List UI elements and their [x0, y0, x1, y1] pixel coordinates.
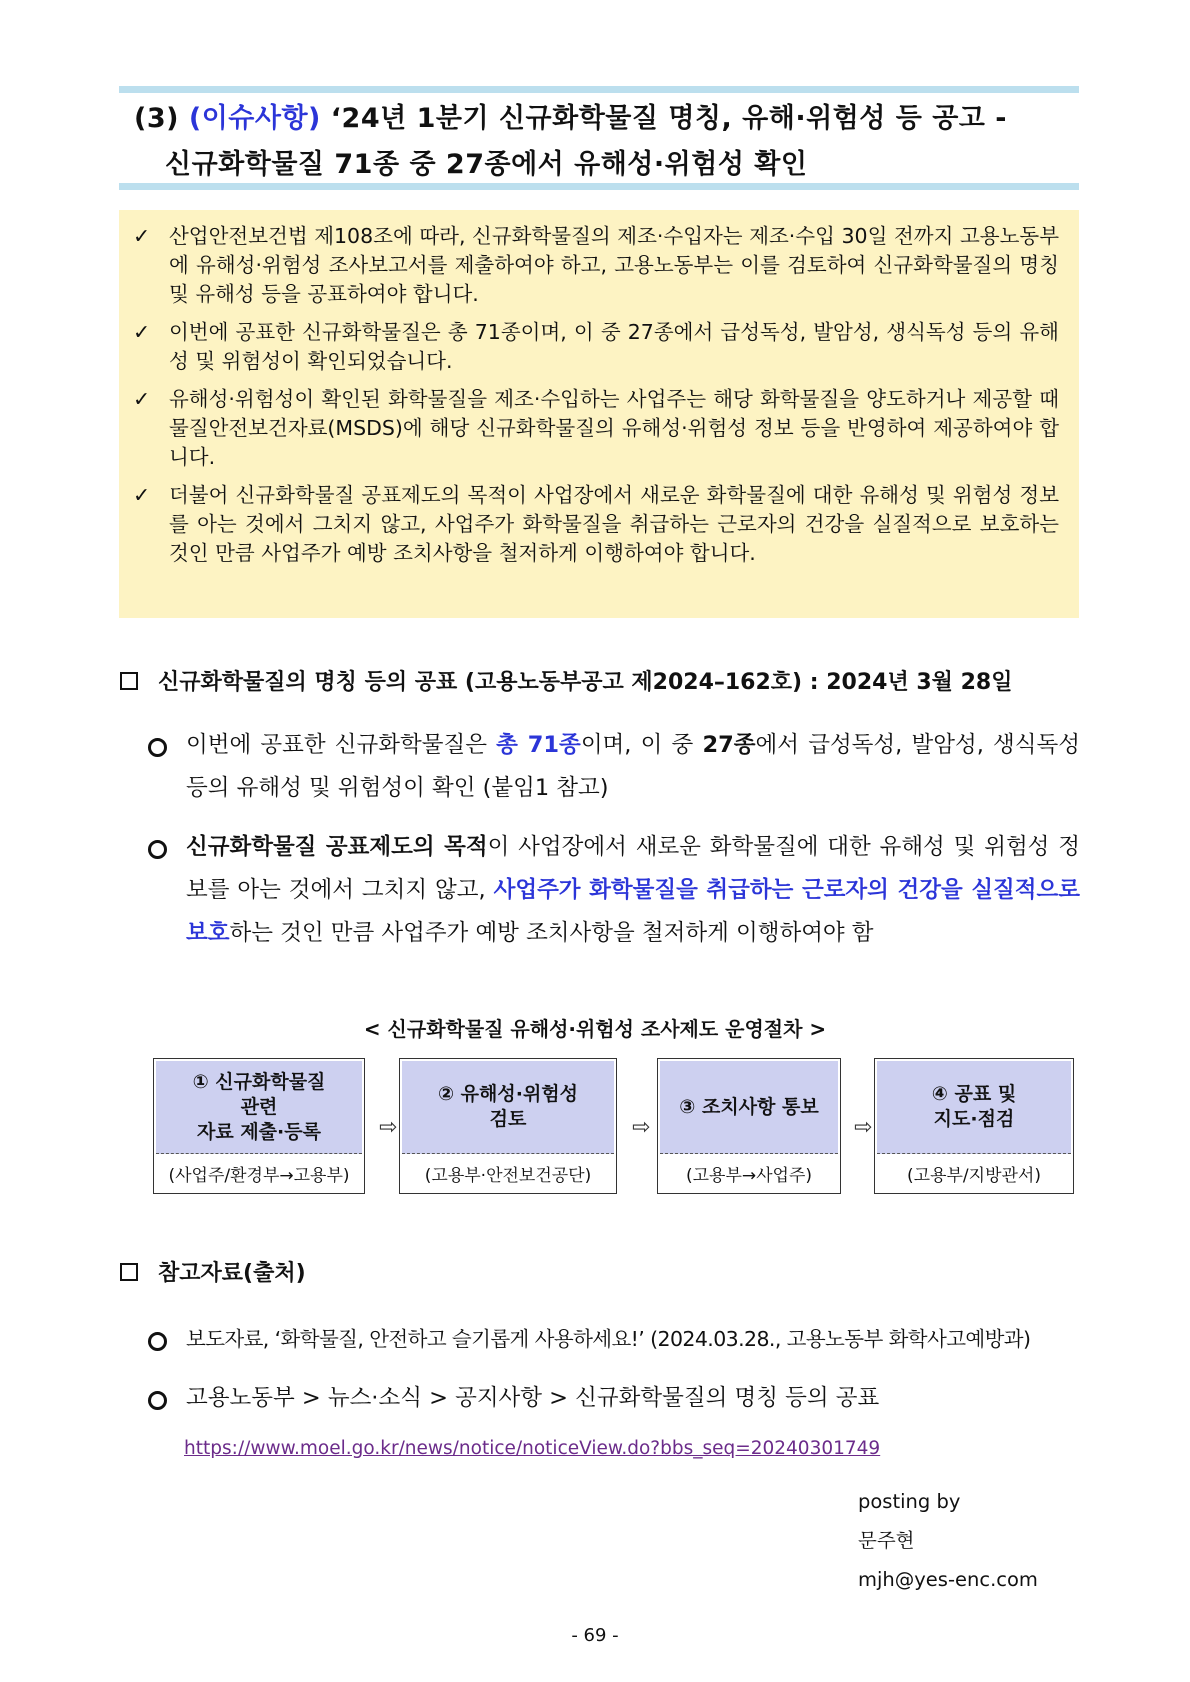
text-run: 하는 것인 만큼 사업주가 예방 조치사항을 철저하게 이행하여야 함 — [229, 920, 874, 946]
highlight-total: 총 71종 — [496, 732, 581, 758]
highlight-protection: 사업주가 화학물질을 취급하는 근로자의 건강을 실질적으로 보호 — [186, 877, 1080, 946]
paragraph-text — [186, 826, 1080, 955]
title-line-1 — [134, 96, 1007, 135]
arrow-right-icon: ⇨ — [854, 1115, 873, 1140]
title-tag: (이슈사항) — [188, 103, 321, 134]
step-line: ③ 조치사항 통보 — [679, 1095, 819, 1118]
summary-text: 더불어 신규화학물질 공표제도의 목적이 사업장에서 새로운 화학물질에 대한 유해성 및 위험성 정보를 아는 것에서 그치지 않고, 사업주가 화학물질을 취급하는 근로자의 건강을 실질적으로 보호하는 것인 만큼 사업주가 예방 조치사항을 철저하게 이행하여야 합니다. — [169, 483, 1059, 565]
posting-name: 문주현 — [858, 1529, 915, 1552]
text-run: 이 사업장에서 새로운 화학물질에 대한 유해성 및 위험성 정보를 아는 것에서 그치지 않고, — [186, 834, 1080, 903]
text-run: 이며, 이 중 — [580, 732, 703, 758]
circle-bullet-icon — [148, 1391, 167, 1410]
section-heading-announcement — [120, 665, 1012, 696]
step-line: 관련 — [240, 1095, 278, 1118]
arrow-right-icon: ⇨ — [379, 1115, 398, 1140]
text-run: 이번에 공표한 신규화학물질은 — [186, 732, 497, 758]
reference-text: 보도자료, ‘화학물질, 안전하고 슬기롭게 사용하세요!’ (2024.03.28., 고용노동부 화학사고예방과) — [186, 1327, 1031, 1351]
posting-email: mjh@yes-enc.com — [858, 1568, 1038, 1591]
checkbox-square-icon — [120, 672, 138, 690]
flow-step-actor: (고용부·안전보건공단) — [424, 1165, 592, 1186]
flow-step-actor: (고용부→사업주) — [685, 1165, 813, 1186]
summary-text: 산업안전보건법 제108조에 따라, 신규화학물질의 제조·수입자는 제조·수입 30일 전까지 고용노동부에 유해성·위험성 조사보고서를 제출하여야 하고, 고용노동부는 이를 검토하여 신규화학물질의 명칭 및 유해성 등을 공표하여야 합니다. — [169, 224, 1059, 306]
step-line: ② 유해성·위험성 — [437, 1083, 579, 1105]
paragraph-text — [186, 724, 1080, 810]
flow-step-title — [877, 1061, 1071, 1154]
reference-text: 고용노동부 > 뉴스·소식 > 공지사항 > 신규화학물질의 명칭 등의 공표 — [186, 1385, 880, 1411]
summary-box — [119, 210, 1079, 618]
title-line-2: 신규화학물질 71종 중 27종에서 유해성·위험성 확인 — [165, 149, 808, 180]
reference-link[interactable]: https://www.moel.go.kr/news/notice/noticeView.do?bbs_seq=20240301749 — [184, 1438, 881, 1459]
step-line: ④ 공표 및 — [931, 1083, 1017, 1105]
flow-step-title — [156, 1061, 362, 1154]
check-icon: ✓ — [133, 387, 151, 411]
check-icon: ✓ — [133, 224, 151, 248]
circle-bullet-icon — [148, 738, 167, 757]
step-line: 지도·점검 — [933, 1108, 1015, 1130]
flow-step-actor: (고용부/지방관서) — [907, 1165, 1041, 1186]
summary-text: 이번에 공표한 신규화학물질은 총 71종이며, 이 중 27종에서 급성독성, 발암성, 생식독성 등의 유해성 및 위험성이 확인되었습니다. — [169, 320, 1059, 373]
checkbox-square-icon — [120, 1263, 138, 1281]
flow-step-actor: (사업주/환경부→고용부) — [168, 1165, 350, 1186]
title-main: ‘24년 1분기 신규화학물질 명칭, 유해·위험성 등 공고 - — [320, 103, 1007, 134]
flow-caption: < 신규화학물질 유해성·위험성 조사제도 운영절차 > — [363, 1017, 827, 1041]
flow-step-4 — [874, 1058, 1074, 1194]
check-icon: ✓ — [133, 483, 151, 507]
title-number: (3) — [134, 103, 189, 134]
section-heading-text: 신규화학물질의 명칭 등의 공표 (고용노동부공고 제2024–162호) : 2024년 3월 28일 — [158, 670, 1013, 695]
arrow-right-icon: ⇨ — [632, 1115, 651, 1140]
posting-label: posting by — [858, 1490, 961, 1513]
flow-step-3 — [657, 1058, 841, 1194]
text-run: 에서 급성독성, 발암성, 생식독성 등의 유해성 및 위험성이 확인 (붙임1 참고) — [186, 732, 1080, 801]
section-heading-text: 참고자료(출처) — [158, 1261, 306, 1286]
step-line: ① 신규화학물질 — [192, 1070, 326, 1093]
section-heading-references — [120, 1256, 306, 1287]
flow-step-2 — [399, 1058, 617, 1194]
circle-bullet-icon — [148, 1332, 167, 1351]
circle-bullet-icon — [148, 840, 167, 859]
highlight-purpose: 신규화학물질 공표제도의 목적 — [186, 834, 488, 860]
step-line: 검토 — [489, 1108, 527, 1130]
highlight-count: 27종 — [702, 732, 756, 758]
flow-step-title — [402, 1061, 614, 1154]
flow-step-title — [660, 1061, 838, 1154]
step-line: 자료 제출·등록 — [197, 1120, 321, 1143]
page-number: - 69 - — [571, 1625, 619, 1646]
summary-text: 유해성·위험성이 확인된 화학물질을 제조·수입하는 사업주는 해당 화학물질을 양도하거나 제공할 때 물질안전보건자료(MSDS)에 해당 신규화학물질의 유해성·위험성 정보 등을 반영하여 제공하여야 합니다. — [169, 387, 1059, 469]
check-icon: ✓ — [133, 320, 151, 344]
flow-step-1 — [153, 1058, 365, 1194]
